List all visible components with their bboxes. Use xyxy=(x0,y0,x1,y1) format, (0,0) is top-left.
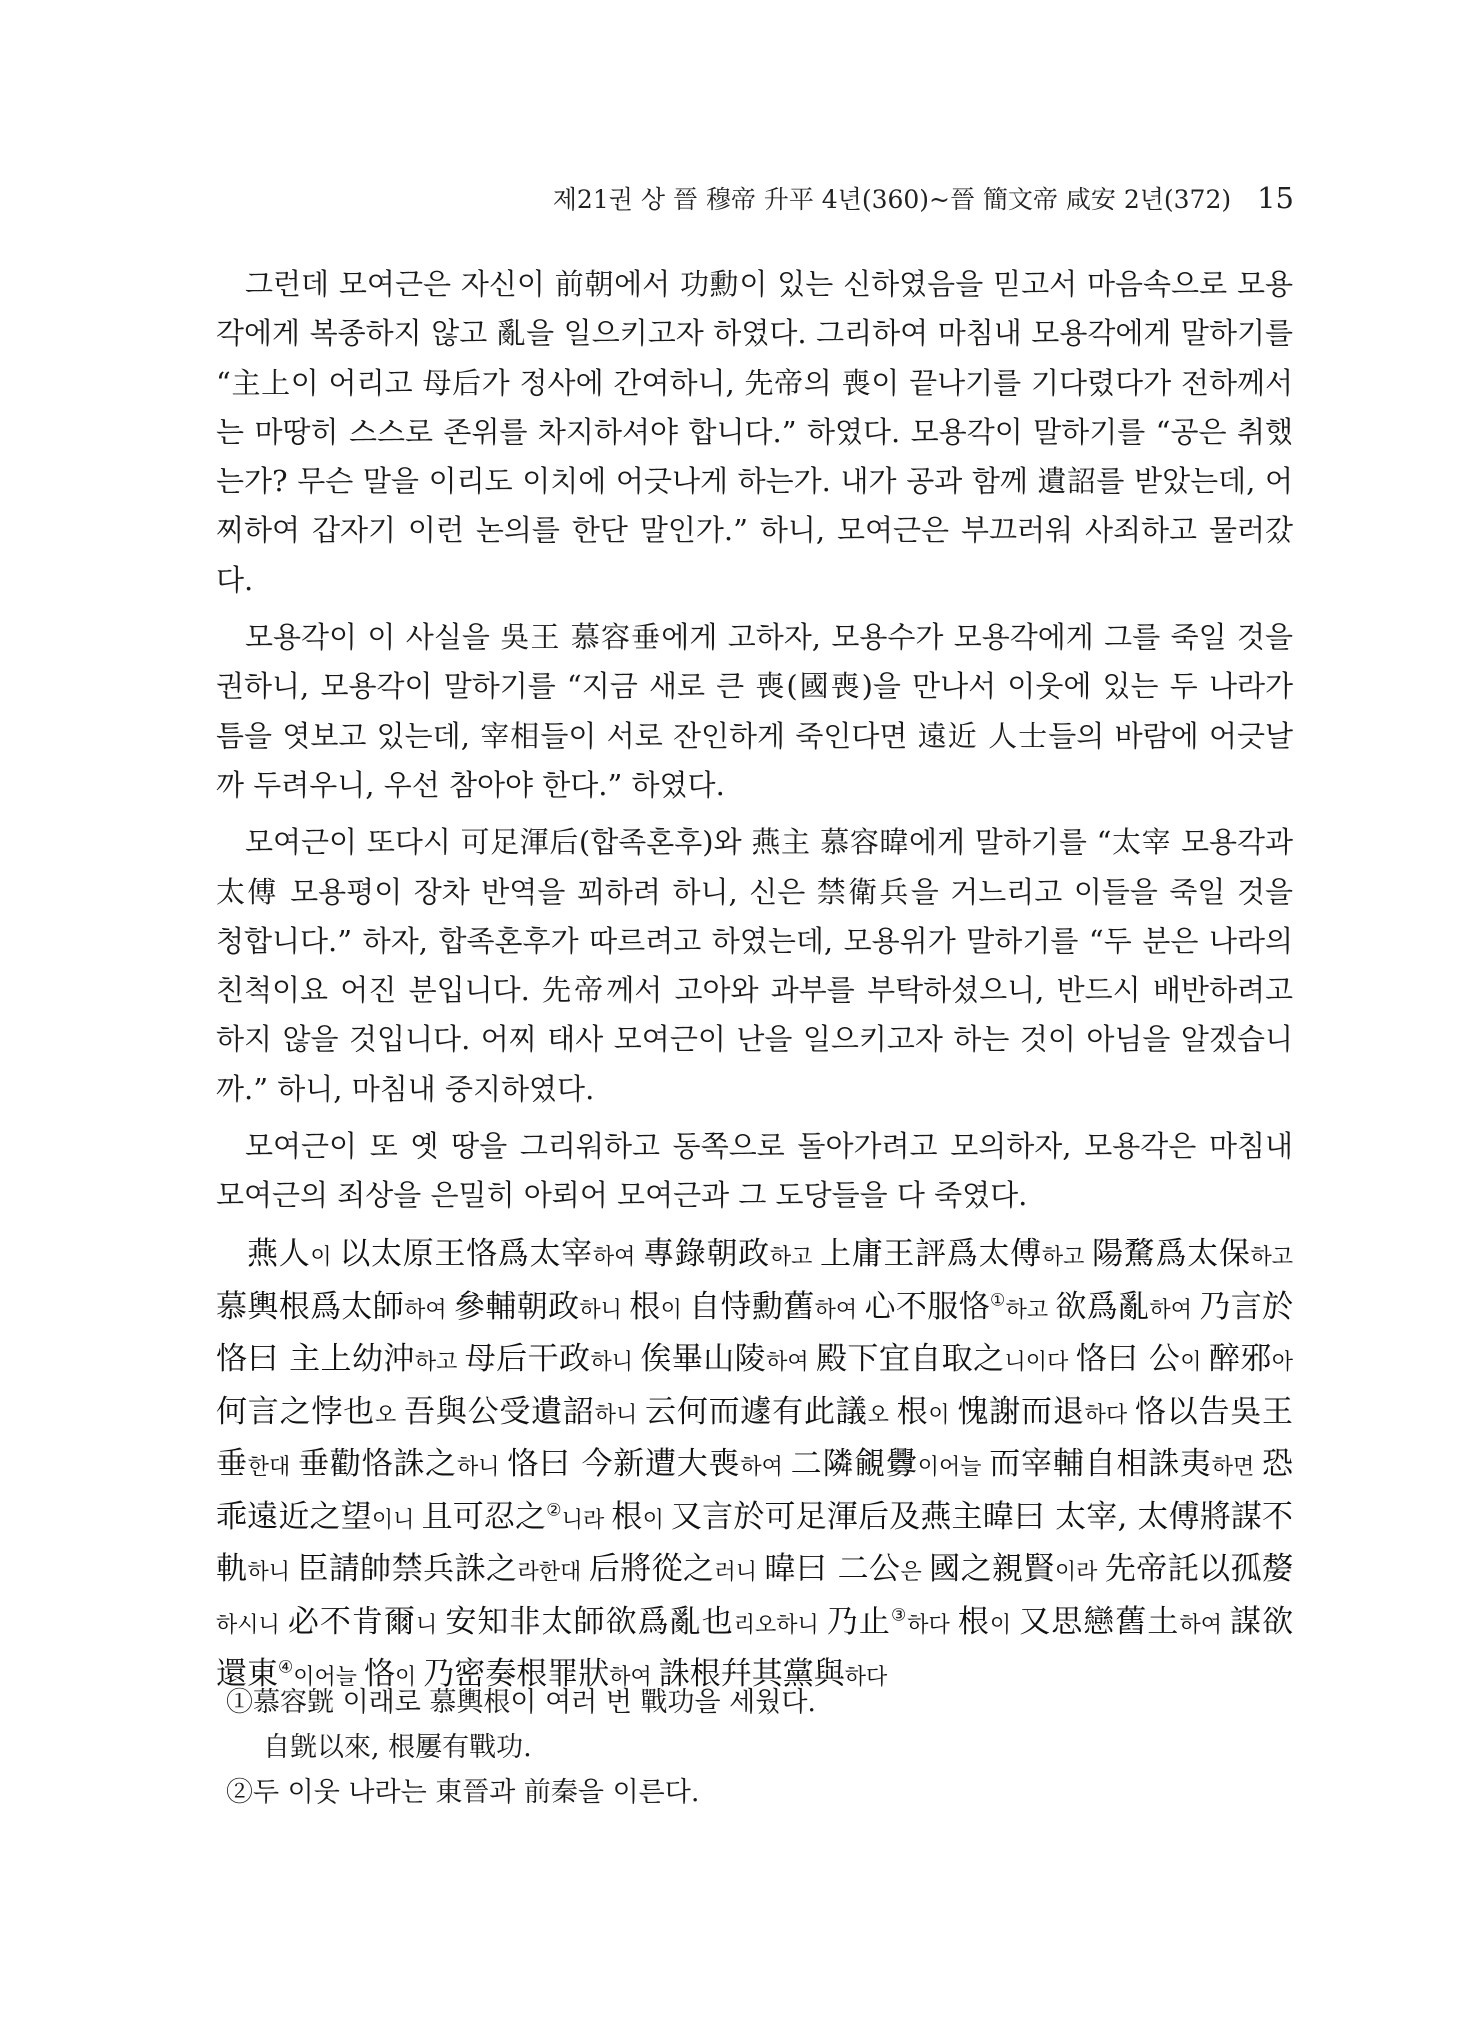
hangul-particle: 하다 xyxy=(1084,1402,1135,1428)
hangul-particle: 이 xyxy=(310,1245,340,1270)
hanmun-segment: 自恃勳舊 xyxy=(689,1288,815,1325)
hangul-particle: 러니 xyxy=(714,1560,765,1585)
footnote-1-source: 自皝以來, 根屢有戰功. xyxy=(263,1732,532,1763)
footnote-marker-3: ③ xyxy=(890,1605,908,1626)
hangul-particle: 오 xyxy=(374,1402,404,1428)
footnote-2 xyxy=(226,1770,1286,1815)
hanmun-segment: 恪 xyxy=(364,1656,395,1692)
hangul-particle: 이니 xyxy=(371,1507,422,1533)
korean-paragraph-3: 모여근이 또다시 可足渾后(합족혼후)와 燕主 慕容暐에게 말하기를 “太宰 모용각과 太傅 모용평이 장차 반역을 꾀하려 하니, 신은 禁衛兵을 거느리고 이들을 죽일 것을 청합니다.” 하자, 합족혼후가 따르려고 하였는데, 모용위가 말하기를 “두 분은 나라의 친척이요 어진 분입니다. 先帝께서 고아와 과부를 부탁하셨으니, 반드시 배반하려고 하지 않을 것입니다. 어찌 태사 모여근이 난을 일으키고자 하는 것이 아님을 알겠습니까.” 하니, 마침내 중지하였다. xyxy=(216,825,1293,1106)
footnote-marker-4: ④ xyxy=(278,1657,294,1678)
hangul-particle: 아 xyxy=(1271,1350,1294,1375)
hanmun-segment: 恐乖遠近之望 xyxy=(216,1446,1294,1535)
footnote-mark: ② xyxy=(226,1777,253,1808)
korean-paragraph-2: 모용각이 이 사실을 吳王 慕容垂에게 고하자, 모용수가 모용각에게 그를 죽일 것을 권하니, 모용각이 말하기를 “지금 새로 큰 喪(國喪)을 만나서 이웃에 있는 두 나라가 틈을 엿보고 있는데, 宰相들이 서로 잔인하게 죽인다면 遠近 人士들의 바람에 어긋날까 두려우니, 우선 참아야 한다.” 하였다. xyxy=(216,620,1293,802)
hangul-particle: 하여 xyxy=(1179,1612,1231,1638)
hangul-particle: 이 xyxy=(928,1402,958,1428)
hanmun-segment: 恪曰 公 xyxy=(1075,1341,1181,1377)
hanmun-segment: 又思戀舊土 xyxy=(1019,1603,1180,1640)
hanmun-segment: 謀欲還東 xyxy=(216,1603,1294,1692)
hanmun-segment: 恪曰 今新遭大喪 xyxy=(507,1446,741,1482)
hanmun-segment: 愧謝而退 xyxy=(957,1393,1085,1430)
hangul-particle: 이 xyxy=(642,1507,671,1533)
hangul-particle: 은 xyxy=(900,1560,930,1585)
hanmun-segment: 二隣覦釁 xyxy=(790,1446,918,1482)
hanmun-segment: 乃密奏根罪狀 xyxy=(423,1656,610,1692)
hanmun-segment: 乃止 xyxy=(826,1603,891,1640)
hanmun-segment: 燕人 xyxy=(247,1236,311,1272)
hanmun-segment: 必不肯爾 xyxy=(287,1603,417,1640)
hanmun-paragraph xyxy=(216,1230,1293,1703)
hanmun-segment: 參輔朝政 xyxy=(454,1288,580,1325)
hanmun-segment: 乃言於恪曰 主上幼沖 xyxy=(216,1288,1294,1377)
hanmun-segment: 根 xyxy=(611,1498,643,1535)
footnote-marker-1: ① xyxy=(989,1290,1006,1311)
hangul-particle: 하여 xyxy=(404,1297,454,1323)
hangul-particle: 이 xyxy=(989,1612,1020,1638)
hanmun-segment: 上庸王評爲太傅 xyxy=(820,1236,1042,1272)
hanmun-segment: 慕輿根爲太師 xyxy=(216,1288,405,1325)
hangul-particle: 하고 xyxy=(1250,1245,1294,1270)
hanmun-segment: 后將從之 xyxy=(588,1551,715,1587)
footnote-mark: ① xyxy=(226,1687,253,1718)
hanmun-segment: 暐曰 二公 xyxy=(764,1551,901,1587)
hangul-particle: 하니 xyxy=(594,1402,646,1428)
hanmun-segment: 云何而遽有此議 xyxy=(645,1393,868,1430)
original-chinese-text xyxy=(216,1230,1293,1703)
hanmun-segment: 母后干政 xyxy=(464,1341,591,1377)
hangul-particle: 하여 xyxy=(740,1455,791,1480)
hangul-particle: 하여 xyxy=(1149,1297,1200,1323)
hangul-particle: 오 xyxy=(867,1402,897,1428)
hanmun-segment: 臣請帥禁兵誅之 xyxy=(297,1551,518,1587)
hanmun-segment: 殿下宜自取之 xyxy=(815,1341,1005,1377)
hanmun-segment: 根 xyxy=(957,1603,990,1640)
hanmun-segment: 根 xyxy=(896,1393,929,1430)
korean-translation xyxy=(216,260,1293,1229)
hangul-particle: 하다 xyxy=(844,1665,888,1690)
hanmun-segment: 國之親賢 xyxy=(929,1551,1055,1587)
hanmun-segment: 根 xyxy=(629,1288,661,1325)
hangul-particle: 하고 xyxy=(1005,1297,1056,1323)
hangul-particle: 이라 xyxy=(1054,1560,1105,1585)
hanmun-segment: 陽騖爲太保 xyxy=(1092,1236,1251,1272)
footnote-text: 두 이웃 나라는 東晉과 前秦을 이른다. xyxy=(253,1777,700,1808)
hangul-particle: 하면 xyxy=(1211,1455,1263,1480)
hangul-particle: 니이다 xyxy=(1004,1350,1076,1375)
hangul-particle: 이 xyxy=(395,1665,424,1690)
hangul-particle: 이어늘 xyxy=(293,1665,364,1690)
footnote-text: 慕容皝 이래로 慕輿根이 여러 번 戰功을 세웠다. xyxy=(253,1687,816,1718)
page-number: 15 xyxy=(1257,181,1294,215)
hangul-particle: 니라 xyxy=(561,1507,612,1533)
hanmun-segment: 先帝託以孤嫠 xyxy=(1104,1551,1294,1587)
hangul-particle: 하니 xyxy=(590,1350,641,1375)
hanmun-segment: 專錄朝政 xyxy=(643,1236,770,1272)
korean-paragraph-1: 그런데 모여근은 자신이 前朝에서 功勳이 있는 신하였음을 믿고서 마음속으로 모용각에게 복종하지 않고 亂을 일으키고자 하였다. 그리하여 마침내 모용각에게 말하기를 “主上이 어리고 母后가 정사에 간여하니, 先帝의 喪이 끝나기를 기다렸다가 전하께서는 마땅히 스스로 존위를 차지하셔야 합니다.” 하였다. 모용각이 말하기를 “공은 취했는가? 무슨 말을 이리도 이치에 어긋나게 하는가. 내가 공과 함께 遺詔를 받았는데, 어찌하여 갑자기 이런 논의를 한단 말인가.” 하니, 모여근은 부끄러워 사죄하고 물러갔다. xyxy=(216,267,1293,597)
running-header xyxy=(553,180,1294,216)
hangul-particle: 하니 xyxy=(247,1560,298,1585)
footnote-marker-2: ② xyxy=(546,1500,562,1521)
hangul-particle: 한대 xyxy=(247,1455,299,1480)
hanmun-segment: 心不服恪 xyxy=(864,1288,990,1325)
hangul-particle: 하고 xyxy=(1041,1245,1093,1270)
hanmun-segment: 恪以告吳王垂 xyxy=(216,1393,1294,1482)
hanmun-segment: 何言之悖也 xyxy=(216,1393,375,1430)
hangul-particle: 이 xyxy=(660,1297,690,1323)
hanmun-segment: 誅根幷其黨與 xyxy=(658,1656,845,1692)
hanmun-segment: 吾與公受遺詔 xyxy=(404,1393,595,1430)
hangul-particle: 하고 xyxy=(769,1245,821,1270)
footnotes xyxy=(226,1680,1286,1815)
korean-paragraph-4: 모여근이 또 옛 땅을 그리워하고 동쪽으로 돌아가려고 모의하자, 모용각은 마침내 모여근의 죄상을 은밀히 아뢰어 모여근과 그 도당들을 다 죽였다. xyxy=(216,1129,1293,1213)
hanmun-segment: 俟畢山陵 xyxy=(640,1341,767,1377)
hanmun-segment: 醉邪 xyxy=(1208,1341,1272,1377)
hangul-particle: 라한대 xyxy=(517,1560,589,1585)
hanmun-segment: 而宰輔自相誅夷 xyxy=(989,1446,1212,1482)
hangul-particle: 하시니 xyxy=(216,1612,288,1638)
hanmun-segment: 安知非太師欲爲亂也 xyxy=(445,1603,734,1640)
hangul-particle: 하여 xyxy=(592,1245,644,1270)
hangul-particle: 이 xyxy=(1180,1350,1209,1375)
running-title: 제21권 상 晉 穆帝 升平 4년(360)~晉 簡文帝 咸安 2년(372) xyxy=(552,185,1232,214)
hangul-particle: 리오하니 xyxy=(733,1612,827,1638)
hangul-particle: 이어늘 xyxy=(917,1455,990,1480)
hangul-particle: 니 xyxy=(416,1612,446,1638)
hanmun-segment: 又言於可足渾后及燕主暐曰 太宰, 太傅將謀不軌 xyxy=(216,1498,1294,1587)
hanmun-segment: 欲爲亂 xyxy=(1055,1288,1150,1325)
hangul-particle: 하니 xyxy=(579,1297,630,1323)
hanmun-segment: 且可忍之 xyxy=(421,1498,547,1535)
hangul-particle: 하니 xyxy=(456,1455,508,1480)
hangul-particle: 하여 xyxy=(609,1665,659,1690)
hangul-particle: 하여 xyxy=(814,1297,865,1323)
footnote-1 xyxy=(226,1680,1286,1725)
hangul-particle: 하고 xyxy=(414,1350,465,1375)
hanmun-segment: 垂勸恪誅之 xyxy=(298,1446,457,1482)
hanmun-segment: 以太原王恪爲太宰 xyxy=(339,1236,593,1272)
hangul-particle: 하여 xyxy=(766,1350,816,1375)
hangul-particle: 하다 xyxy=(907,1612,958,1638)
